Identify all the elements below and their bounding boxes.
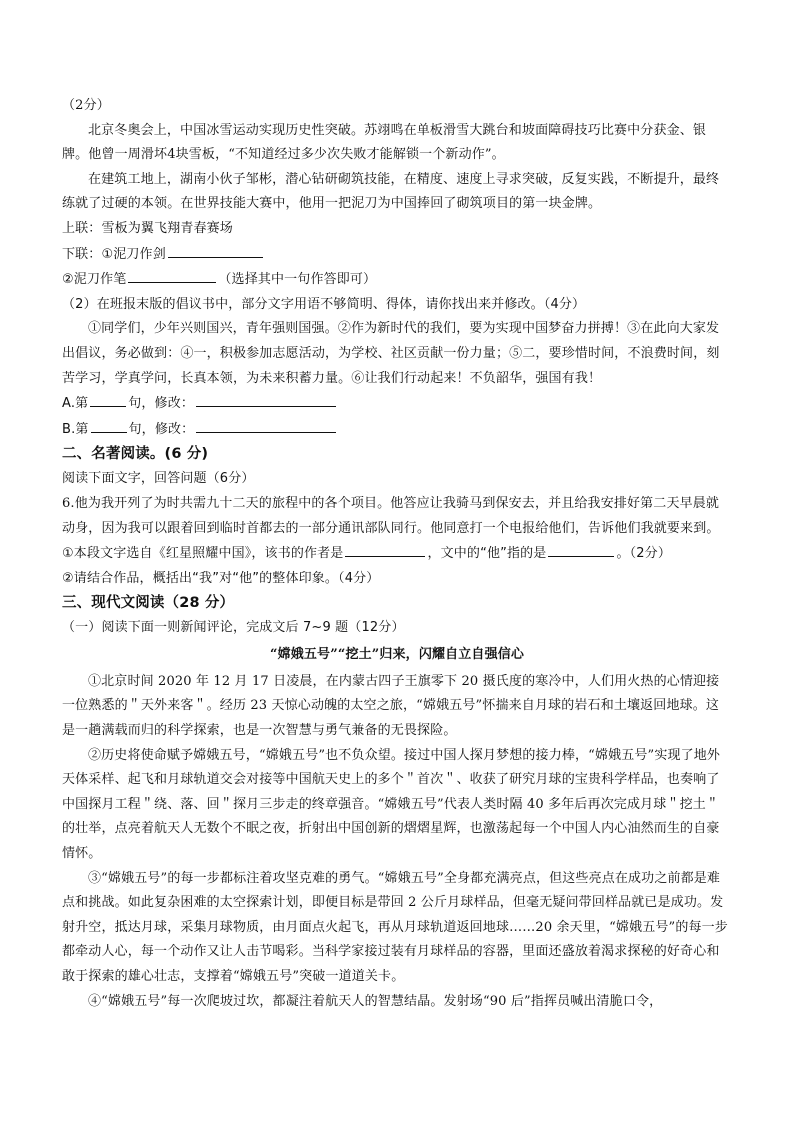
couplet-lower-label: 下联：①泥刀作剑	[62, 246, 166, 262]
answer-a-prefix: A.第	[62, 396, 89, 412]
question-6-text: 6.他为我开列了为时共需九十二天的旅程中的各个项目。他答应让我骑马到保安去，并且给我安排好第二天早晨就动身，因为我可以跟着回到临时首都去的一部分通讯部队同行。他同意打一个电报给他们，告诉他们我就要来到。	[62, 495, 720, 536]
article-paragraph-4: ④“嫦娥五号”每一次爬坡过坎，都凝注着航天人的智慧结晶。发射场“90 后”指挥员喊出清脆口令，	[88, 993, 663, 1009]
article-title: “嫦娥五号”“挖土”归来，闪耀自立自强信心	[269, 646, 525, 662]
answer-line-b	[62, 417, 732, 443]
section-2-title: 二、名著阅读。(6 分)	[62, 446, 209, 463]
section-3-subtitle: （一）阅读下面一则新闻评论，完成文后 7~9 题（12分）	[62, 620, 405, 636]
article-paragraph-1: ①北京时间 2020 年 12 月 17 日凌晨，在内蒙古四子王旗零下 20 摄氏度的寒冷中，人们用火热的心情迎接一位熟悉的＂天外来客＂。经历 23 天惊心动魄的太空之旅，“嫦娥五号”怀揣来自月球的岩石和土壤返回地球。这是一趟满载而归的科学探索，也是一次智慧与勇气兼备的无畏探险。	[62, 673, 720, 739]
answer-blank-couplet-1[interactable]	[168, 242, 263, 258]
article-paragraph-2: ②历史将使命赋予嫦娥五号，“嫦娥五号”也不负众望。接过中国人探月梦想的接力棒，“嫦娥五号”实现了地外天体采样、起飞和月球轨道交会对接等中国航天史上的多个＂首次＂、收获了研究月球的宝贵科学样品，也奏响了中国探月工程＂绕、落、回＂探月三步走的终章强音。“嫦娥五号”代表人类时隔 40 多年后再次完成月球＂挖土＂的壮举，点亮着航天人无数个不眠之夜，折射出中国创新的熠熠星辉，也激荡起每一个中国人内心油然而生的自豪情怀。	[62, 747, 721, 862]
answer-a-mid: 句，修改：	[128, 396, 195, 412]
material-paragraph-1: 北京冬奥会上，中国冰雪运动实现历史性突破。苏翊鸣在单板滑雪大跳台和坡面障碍技巧比赛中分获金、银牌。他曾一周滑坏4块雪板，“不知道经过多少次失败才能解锁一个新动作”。	[62, 122, 707, 163]
answer-blank-b-number[interactable]	[91, 417, 127, 433]
q6-part1-a: ①本段文字选自《红星照耀中国》，该书的作者是	[62, 546, 344, 562]
answer-b-prefix: B.第	[62, 421, 89, 437]
couplet-option-2-label: ②泥刀作笔	[62, 272, 127, 288]
question-2: （2）在班报末版的倡议书中，部分文字用语不够简明、得体，请你找出来并修改。（4分）	[62, 296, 586, 312]
couplet-option-note: （选择其中一句作答即可）	[218, 272, 377, 288]
couplet-option-2	[62, 267, 732, 293]
couplet-upper: 上联：雪板为翼飞翔青春赛场	[62, 220, 233, 236]
answer-blank-author[interactable]	[345, 541, 425, 557]
q6-part1-b: ，文中的“他”指的是	[427, 546, 547, 562]
answer-line-a	[62, 391, 732, 417]
answer-blank-a-number[interactable]	[90, 391, 126, 407]
score-note: （2分）	[62, 98, 110, 113]
couplet-lower	[62, 242, 732, 268]
material-paragraph-2: 在建筑工地上，湖南小伙子邹彬，潜心钻研砌筑技能，在精度、速度上寻求突破，反复实践，不断提升，最终练就了过硬的本领。在世界技能大赛中，他用一把泥刀为中国捧回了砌筑项目的第一块金牌。	[62, 171, 720, 212]
answer-b-mid: 句，修改：	[128, 421, 195, 437]
answer-blank-a-revision[interactable]	[196, 391, 336, 407]
proposal-text: ①同学们，少年兴则国兴，青年强则国强。②作为新时代的我们，要为实现中国梦奋力拼搏！③在此向大家发出倡议，务必做到：④一，积极参加志愿活动，为学校、社区贡献一份力量；⑤二，要珍惜时间，不浪费时间，刻苦学习，学真学问，长真本领，为未来积蓄力量。⑥让我们行动起来！不负韶华，强国有我！	[62, 321, 720, 386]
article-paragraph-3: ③“嫦娥五号”的每一步都标注着攻坚克难的勇气。“嫦娥五号”全身都充满亮点，但这些亮点在成功之前都是难点和挑战。如此复杂困难的太空探索计划，即便目标是带回 2 公斤月球样品，但毫无疑问带回样品就已是成功。发射升空，抵达月球，采集月球物质，由月面点火起飞，再从月球轨道返回地球……20 余天里，“嫦娥五号”的每一步都牵动人心，每一个动作又让人击节喝彩。当科学家接过装有月球样品的容器，里面还盛放着渴求探秘的好奇心和敢于探索的雄心壮志，支撑着“嫦娥五号”突破一道道关卡。	[62, 870, 728, 984]
question-6-part-2: ②请结合作品，概括出“我”对“他”的整体印象。（4分）	[62, 570, 380, 586]
answer-blank-couplet-2[interactable]	[128, 267, 216, 283]
answer-blank-b-revision[interactable]	[196, 417, 336, 433]
question-6-part-1	[62, 541, 732, 567]
q6-part1-c: 。（2分）	[616, 546, 671, 562]
answer-blank-he[interactable]	[548, 541, 614, 557]
section-3-title: 三、现代文阅读（28 分）	[62, 595, 235, 612]
section-2-instruction: 阅读下面文字，回答问题（6分）	[62, 471, 255, 487]
